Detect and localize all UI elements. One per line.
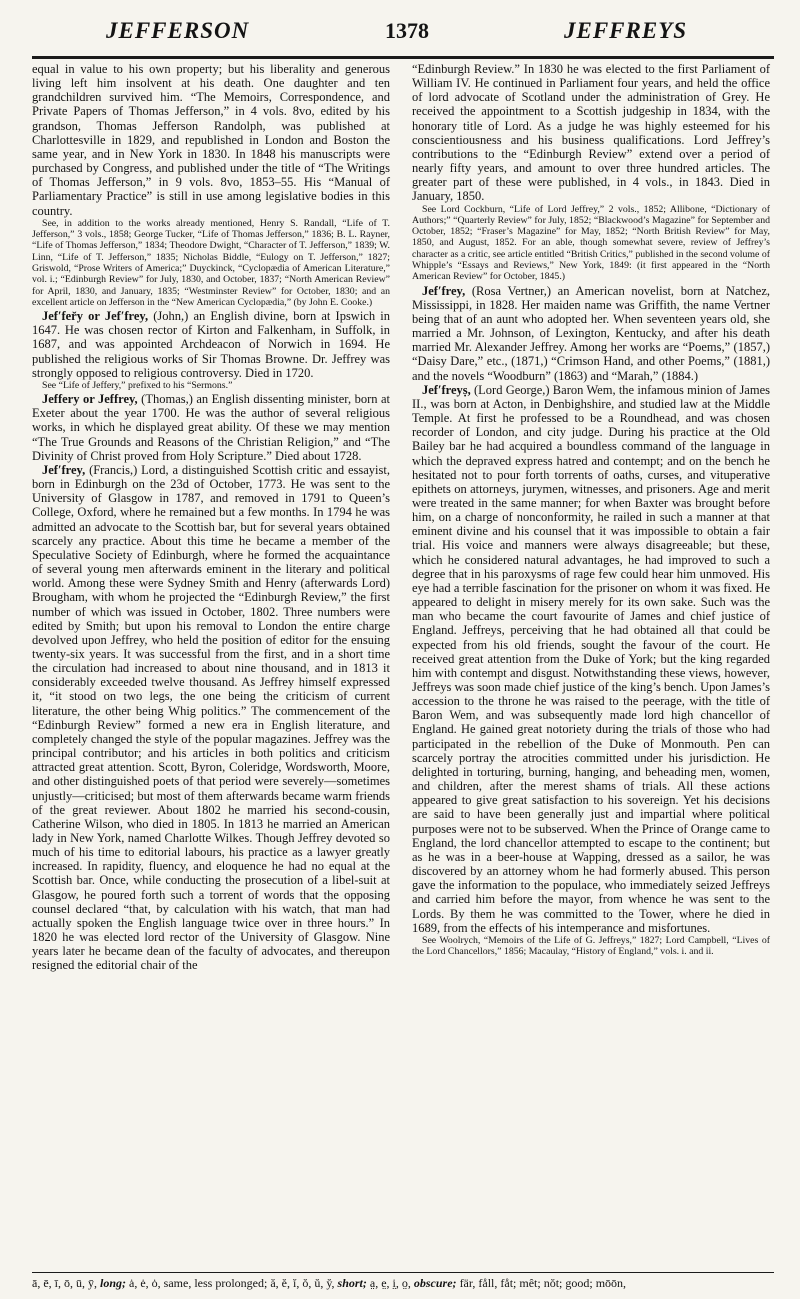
running-header <box>28 18 772 54</box>
entry-body: (Lord George,) Baron Wem, the infamous minion of James II., was born at Acton, in Denbighshire, and studied law at the Middle Temple. At first he professed to be a Roundhead, and was chosen recorder of London, and city judge. During his practice at the Old Bailey bar he had acquired a boundless command of the language in which the depraved express hatred and contempt; and on the bench he hesitated not to pour forth torrents of oaths, curses, and vituperative epithets on attorneys, jurymen, witnesses, and prisoners. Age and merit were treated in the same manner; for when Baxter was brought before him, on a charge of nonconformity, he railed in such a manner at that eminent divine and his counsel that it was impossible to obtain a fair trial. His voice and manners were always disagreeable; but these, which he considered natural advantages, he had improved to such a degree that in his paroxysms of rage few could hear him unmoved. His eye had a terrible fascination for the prisoner on whom it was fixed. He appeared to delight in misery merely for its own sake. Such was the man who became the court favourite of James and chief justice of England. Jeffreys, perceiving that he had obtained all that could be expected from his old friends, sought the favour of the court. He received great attention from the Duke of York; but the king regarded him with contempt and disgust. Notwithstanding these views, however, Jeffreys was soon made chief justice of the king’s bench. Upon James’s accession to the throne he was raised to the peerage, with the title of Baron Wem, and was subsequently made lord high chancellor of England. He gained great notoriety during the trials of those who had participated in the rebellion of the Duke of Monmouth. Pen can scarcely portray the atrocities committed under his jurisdiction. He delighted in torturing, burning, hanging, and beheading men, women, and children, after the merest shams of trials. All these actions appeared to give great satisfaction to his sovereign. Yet his decisions are said to have been generally just and impartial where political purposes were not to be subserved. When the Prince of Orange came to England, the lord chancellor attempted to escape to the continent; but as he was in a beer-house at Wapping, dressed as a sailor, he was discovered by an attorney whom he had formerly abused. This person gave the information to the populace, who immediately seized Jeffreys and carried him before the mayor, from whence he was sent to the Lords. By them he was committed to the Tower, where he died in 1689, from the effects of his intemperance and misfortunes. <box>412 382 770 935</box>
page-number: 1378 <box>385 18 429 43</box>
right-running-head: JEFFREYS <box>564 18 688 43</box>
obscure-vowels: a̤, e̤, i̤, o̤, <box>369 1276 411 1290</box>
obscure-label: obscure; <box>413 1276 457 1290</box>
entry-jeffery-john-reference: See “Life of Jeffery,” prefixed to his “Sermons.” <box>42 379 233 391</box>
short-label: short; <box>337 1276 367 1290</box>
same-vowels: ȧ, ė, ȯ, same, less prolonged; <box>129 1276 268 1290</box>
header-rule <box>32 56 774 59</box>
left-running-head: JEFFERSON <box>106 18 250 43</box>
entry-jeffreys-george <box>412 383 770 935</box>
right-column <box>412 62 770 958</box>
entry-body: (Rosa Vertner,) an American novelist, born at Natchez, Mississippi, in 1828. Her maiden name was Griffith, the name Vertner being that of an aunt who adopted her. When seventeen years old, she married a Mr. Johnson, of Lexington, Kentucky, and after his death married Mr. Alexander Jeffrey. Among her works are “Poems,” (1857,) “Daisy Dare,” etc., (1871,) “Crimson Hand, and other Poems,” (1881,) and the novels “Woodburn” (1863) and “Marah,” (1884.) <box>412 283 771 383</box>
entry-headword: Jef′frey, <box>42 462 86 477</box>
entry-headword: Jef′frey, <box>422 283 466 298</box>
entry-headword: Jef′fer̆y or Jef′frey, <box>42 309 149 324</box>
jeffrey-francis-references: See Lord Cockburn, “Life of Lord Jeffrey,” 2 vols., 1852; Allibone, “Dictionary of Authors;” “Quarterly Review” for July, 1852; “Blackwood’s Magazine” for September and October, 1852; “Fraser’s Magazine” for May, 1852; “North British Review” for May, 1850, and August, 1852. For an able, though somewhat severe, review of Jeffrey’s character as a critic, see article entitled “British Critics,” published in the second volume of Whipple’s “Essays and Reviews,” New York, 1849: (it first appeared in the “North American Review” for October, 1845.) <box>412 203 771 283</box>
entry-jeffery-john <box>32 309 390 380</box>
pronunciation-key <box>32 1272 774 1291</box>
jefferson-continuation: equal in value to his own property; but his liberality and generous living left him insolvent at his death. One daughter and ten grandchildren survived him. “The Memoirs, Correspondence, and Private Papers of Thomas Jefferson,” in 4 vols. 8vo, edited by his grandson, Thomas Jefferson Randolph, was published at Charlottesville in 1829, and republished in London and Boston the same year, and in New York in 1830. In 1848 his manuscripts were purchased by Congress, and published under the title of “The Writings of Thomas Jefferson,” in 9 vols. 8vo, 1853–55. His “Manual of Parliamentary Practice” is still in use among legislative bodies in this country. <box>32 62 390 218</box>
entry-jeffery-thomas <box>32 392 390 463</box>
entry-body: (John,) an English divine, born at Ipswich in 1647. He was chosen rector of Kirton and Falkenham, in Suffolk, in 1687, and was appointed Archdeacon of Norwich in 1694. He published the religious works of Sir Thomas Browne. Dr. Jeffrey was strongly opposed to religious controversy. Died in 1720. <box>32 309 390 380</box>
entry-body: (Thomas,) an English dissenting minister, born at Exeter about the year 1700. He was the author of several religious works, in which he displayed great ability. Of these we may mention “The True Grounds and Reasons of the Christian Religion,” and “The Divinity of Christ proved from Holy Scripture.” Died about 1728. <box>32 392 390 463</box>
jeffrey-francis-continuation: “Edinburgh Review.” In 1830 he was elected to the first Parliament of William IV. He continued in Parliament four years, and held the office of lord advocate of Scotland under the administration of Grey. He received the appointment to a Scottish judgeship in 1834, with the honorary title of Lord. As a judge he was highly esteemed for his conscientiousness and his business qualifications. Lord Jeffrey’s contributions to the “Edinburgh Review” extend over a period of nearly fifty years, and amount to over three hundred articles. The greater part of these were published, in 4 vols., in 1843. Died in January, 1850. <box>412 62 770 204</box>
entry-jeffreys-george-references: See Woolrych, “Memoirs of the Life of G. Jeffreys,” 1827; Lord Campbell, “Lives of the Lord Chancellors,” 1856; Macaulay, “History of England,” vols. i. and ii. <box>412 934 770 958</box>
long-vowels: ā, ē, ī, ō, ū, ȳ, <box>32 1276 97 1290</box>
entry-jeffrey-rosa <box>412 284 770 383</box>
jefferson-references: See, in addition to the works already mentioned, Henry S. Randall, “Life of T. Jefferson,” 3 vols., 1858; George Tucker, “Life of Thomas Jefferson,” 1836; B. L. Rayner, “Life of Thomas Jefferson,” 1834; Theodore Dwight, “Character of T. Jefferson,” 1839; W. Linn, “Life of T. Jefferson,” 1835; Nicholas Biddle, “Eulogy on T. Jefferson,” 1827; Griswold, “Prose Writers of America;” Duyckinck, “Cyclopædia of American Literature,” vol. i.; “Edinburgh Review” for July, 1830, and October, 1837; “North American Review” for April, 1830, and January, 1835; “Westminster Review” for October, 1830; and an excellent article on Jefferson in the “New American Cyclopædia,” (by John E. Cooke.) <box>32 217 390 308</box>
entry-headword: Jeffery or Jeffrey, <box>42 392 138 407</box>
short-vowels: ă, ĕ, ĭ, ŏ, ŭ, y̆, <box>270 1276 335 1290</box>
entry-headword: Jef′freyṣ, <box>422 382 471 397</box>
long-label: long; <box>100 1276 127 1290</box>
entry-jeffrey-francis <box>32 463 390 973</box>
entry-body: (Francis,) Lord, a distinguished Scottish critic and essayist, born in Edinburgh on the 23d of October, 1773. He was sent to the University of Glasgow in 1787, and removed in 1791 to Queen’s College, Oxford, where he remained but a few months. In 1794 he was admitted an advocate to the Scottish bar, but for several years obtained scarcely any practice. About this time he became a member of the Speculative Society of Edinburgh, where he formed the acquaintance of several young men afterwards eminent in the literary and political world. Among these were Sydney Smith and Henry (afterwards Lord) Brougham, with whom he projected the “Edinburgh Review,” the first number of which was issued in October, 1802. Three numbers were edited by Smith; but upon his removal to London the entire charge devolved upon Jeffrey, who held the position of editor for the ensuing twenty-six years. It was successful from the first, and in a short time the circulation had increased to about nine thousand, and in 1813 it considerably exceeded twelve thousand. As Jeffrey himself expressed it, “it stood on two legs, the one being the criticism of current literature, the other being Whig politics.” The commencement of the “Edinburgh Review” formed a new era in English literature, and completely changed the style of the popular magazines. Jeffrey was the principal contributor; and his articles in both politics and criticism attracted great attention. Scott, Byron, Coleridge, Wordsworth, Moore, and other distinguished poets of that period were severely—sometimes unjustly—criticised; but most of them afterwards became warm friends of the great reviewer. About 1802 he married his second-cousin, Catherine Wilson, who died in 1805. In 1813 he married an American lady in New York, named Charlotte Wilkes. Though Jeffrey devoted so much of his time to editorial labours, his practice as a lawyer greatly increased. In rapidity, fluency, and eloquence he had no equal at the Scottish bar. Once, while conducting the prosecution of a libel-suit at Glasgow, he poured forth such a torrent of words that the opposing counsel declared “that, by calculation with his watch, that man had actually spoken the English language twice over in three hours.” In 1820 he was elected lord rector of the University of Glasgow. Nine years later he became dean of the faculty of advocates, and thereupon resigned the editorial chair of the <box>32 462 390 973</box>
pronunciation-examples: fär, fåll, fåt; mêt; nŏt; good; mōōn, <box>459 1276 627 1290</box>
left-column <box>32 62 390 973</box>
